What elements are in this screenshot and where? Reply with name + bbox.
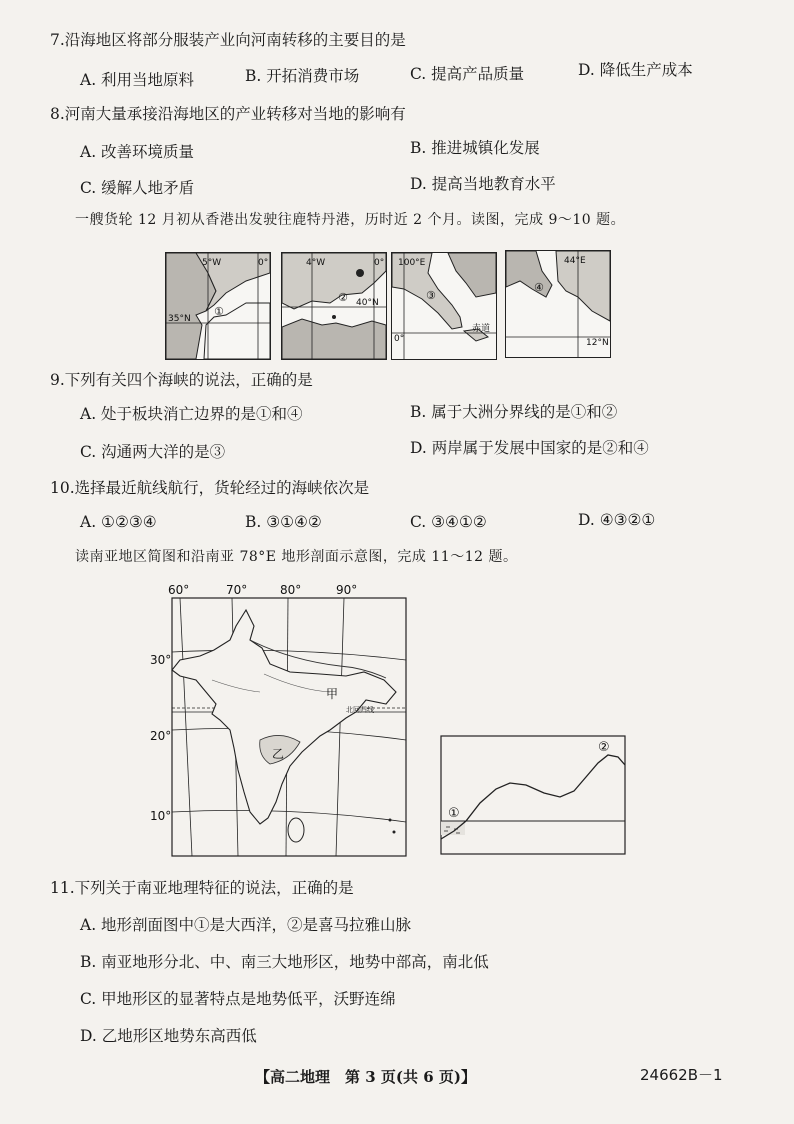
south-asia-map (150, 580, 412, 860)
question-7-option-a: A. 利用当地原料 (80, 71, 195, 89)
question-9-option-d: D. 两岸属于发展中国家的是②和④ (410, 439, 649, 457)
strait-map-3 (391, 252, 497, 360)
profile-marker-2: ② (598, 740, 610, 755)
question-9-option-a: A. 处于板块消亡边界的是①和④ (80, 405, 303, 423)
question-11-option-d: D. 乙地形区地势东高西低 (80, 1027, 257, 1045)
map-lon-80: 80° (280, 583, 302, 597)
question-9-option-b: B. 属于大洲分界线的是①和② (410, 403, 618, 421)
strait-3-marker: ③ (426, 289, 436, 302)
map-lat-10: 10° (150, 809, 172, 823)
question-10-option-a: A. ①②③④ (80, 513, 157, 531)
question-9-option-c: C. 沟通两大洋的是③ (80, 443, 226, 461)
strait-2-lat-label: 40°N (356, 298, 379, 308)
page-footer: 【高二地理 第 3 页(共 6 页)】 (255, 1068, 476, 1086)
paper-code: 24662B－1 (640, 1066, 723, 1084)
map-lon-60: 60° (168, 583, 190, 597)
intro-9-10: 一艘货轮 12 月初从香港出发驶往鹿特丹港，历时近 2 个月。读图，完成 9～10 题。 (75, 212, 626, 228)
strait-1-lon-label: 5°W (202, 258, 222, 268)
question-11-option-b: B. 南亚地形分北、中、南三大地形区，地势中部高，南北低 (80, 953, 489, 971)
strait-3-equator-label: 赤道 (472, 324, 491, 334)
map-lat-20: 20° (150, 729, 172, 743)
strait-1-marker: ① (214, 305, 224, 318)
question-10-stem: 10.选择最近航线航行，货轮经过的海峡依次是 (50, 479, 370, 497)
intro-11-12: 读南亚地区简图和沿南亚 78°E 地形剖面示意图，完成 11～12 题。 (75, 549, 518, 565)
strait-map-1 (165, 252, 271, 360)
strait-2-marker: ② (338, 291, 348, 304)
question-8-option-a: A. 改善环境质量 (80, 143, 195, 161)
strait-3-lat-label: 0° (394, 334, 405, 344)
strait-map-2 (281, 252, 387, 360)
question-7-option-c: C. 提高产品质量 (410, 65, 525, 83)
question-11-stem: 11.下列关于南亚地理特征的说法，正确的是 (50, 879, 354, 897)
question-7-option-d: D. 降低生产成本 (578, 61, 693, 79)
strait-2-lon-label: 4°W (306, 258, 326, 268)
question-10-option-b: B. ③①④② (245, 513, 322, 531)
question-8-option-b: B. 推进城镇化发展 (410, 139, 540, 157)
question-8-stem: 8.河南大量承接沿海地区的产业转移对当地的影响有 (50, 105, 406, 123)
strait-4-lon-label: 44°E (564, 256, 586, 266)
question-7-option-b: B. 开拓消费市场 (245, 67, 360, 85)
tropic-label: 北回归线 (346, 706, 374, 714)
strait-4-marker: ④ (534, 281, 544, 294)
region-jia-label: 甲 (326, 687, 339, 701)
strait-2-lon-label-0: 0° (374, 258, 385, 268)
map-lon-70: 70° (226, 583, 248, 597)
question-9-stem: 9.下列有关四个海峡的说法，正确的是 (50, 371, 313, 389)
map-lon-90: 90° (336, 583, 358, 597)
region-yi-label: 乙 (272, 747, 285, 761)
question-11-option-c: C. 甲地形区的显著特点是地势低平，沃野连绵 (80, 990, 396, 1008)
map-lat-30: 30° (150, 653, 172, 667)
strait-1-lon-label-0: 0° (258, 258, 269, 268)
question-10-option-c: C. ③④①② (410, 513, 487, 531)
strait-1-lat-label: 35°N (168, 314, 191, 324)
question-8-option-c: C. 缓解人地矛盾 (80, 179, 195, 197)
question-11-option-a: A. 地形剖面图中①是大西洋，②是喜马拉雅山脉 (80, 916, 412, 934)
strait-4-lat-label: 12°N (586, 338, 609, 348)
terrain-profile (440, 735, 626, 857)
question-7-stem: 7.沿海地区将部分服装产业向河南转移的主要目的是 (50, 31, 406, 49)
question-10-option-d: D. ④③②① (578, 511, 656, 529)
strait-3-lon-label: 100°E (398, 258, 426, 268)
strait-map-4 (505, 250, 611, 358)
profile-marker-1: ① (448, 806, 460, 821)
question-8-option-d: D. 提高当地教育水平 (410, 175, 556, 193)
